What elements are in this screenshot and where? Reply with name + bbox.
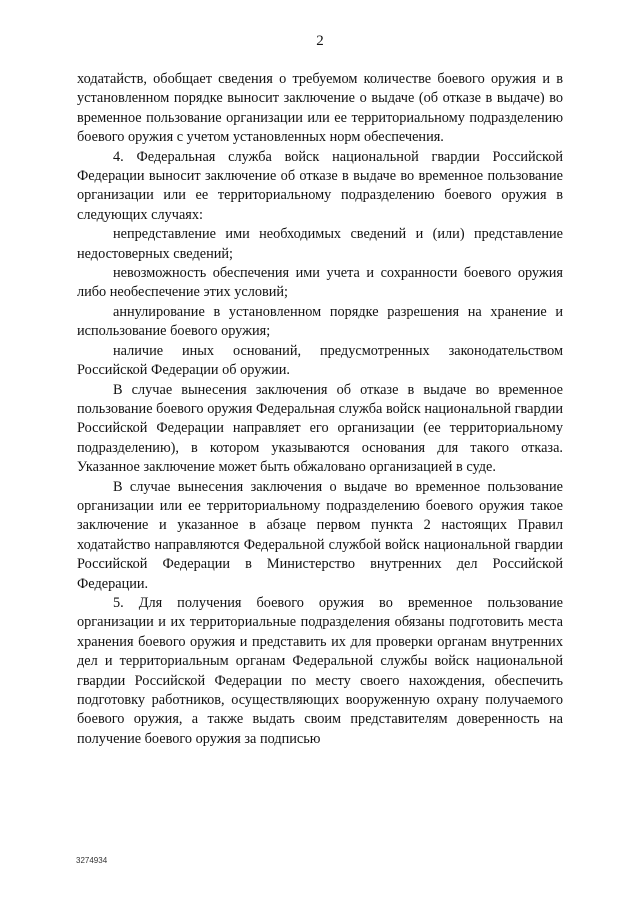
document-code: 3274934	[76, 856, 108, 865]
paragraph-case-3: аннулирование в установленном порядке разрешения на хранение и использование боевого оружия;	[77, 303, 563, 340]
paragraph-continuation: ходатайств, обобщает сведения о требуемом количестве боевого оружия и в установленном порядке выносит заключение о выдаче (об отказе в выдаче) во временное пользование организации или ее территориальному подразделению боевого оружия с учетом установленных норм обеспечения.	[77, 71, 563, 146]
paragraph-case-2: невозможность обеспечения ими учета и сохранности боевого оружия либо необеспечение этих условий;	[77, 265, 563, 301]
paragraph-clause-4: 4. Федеральная служба войск национальной гвардии Российской Федерации выносит заключение об отказе в выдаче во временное пользование организации или ее территориальному подразделению боевого оружия в следующих случаях:	[77, 148, 563, 223]
page-number: 2	[316, 33, 324, 49]
paragraph-approval: В случае вынесения заключения о выдаче во временное пользование организации или ее территориальному подразделению боевого оружия такое заключение и указанное в абзаце первом пункта 2 настоящих Правил ходатайство направляются Федеральной службой войск национальной гвардии Российской Федерации в Министерство внутренних дел Российской Федерации.	[77, 478, 563, 592]
paragraph-refusal: В случае вынесения заключения об отказе в выдаче во временное пользование боевого оружия Федеральная служба войск национальной гвардии Российской Федерации направляет его организации (ее территориальному подразделению), в котором указываются основания для такого отказа. Указанное заключение может быть обжаловано организацией в суде.	[77, 381, 563, 476]
document-body	[77, 70, 563, 749]
paragraph-case-1: непредставление ими необходимых сведений и (или) представление недостоверных сведений;	[77, 226, 563, 262]
paragraph-case-4: наличие иных оснований, предусмотренных законодательством Российской Федерации об оружии.	[77, 342, 563, 379]
paragraph-clause-5: 5. Для получения боевого оружия во временное пользование организации и их территориальные подразделения обязаны подготовить места хранения боевого оружия и представить их для проверки органам внутренних дел и территориальным органам Федеральной службы войск национальной гвардии Российской Федерации по месту своего нахождения, обеспечить подготовку работников, осуществляющих вооруженную охрану получаемого боевого оружия, а также выдать своим представителям доверенность на получение боевого оружия за подписью	[77, 594, 563, 747]
